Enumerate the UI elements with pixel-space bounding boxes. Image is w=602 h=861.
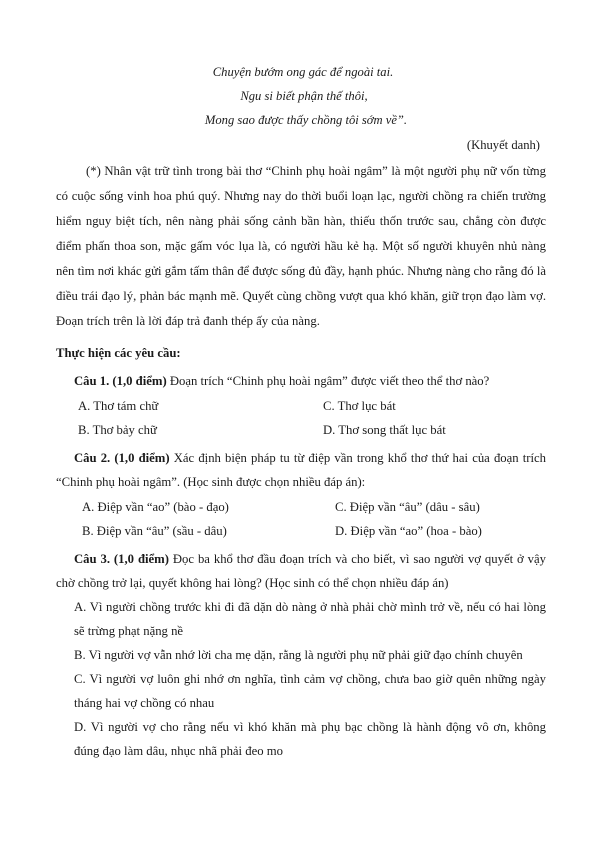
question-1-option-d[interactable]: D. Thơ song thất lục bát (323, 423, 446, 437)
question-2 (56, 446, 546, 494)
question-2-text: Xác định biện pháp tu từ điệp vần trong khổ thơ thứ hai của đoạn trích “Chinh phụ hoài ngâm”. (Học sinh được chọn nhiều đáp án): (56, 451, 547, 489)
question-1-label: Câu 1. (1,0 điểm) (74, 374, 167, 388)
question-3-option-d[interactable]: D. Vì người vợ cho rằng nếu vì khó khăn mà phụ bạc chồng là hành động vô ơn, không đúng đạo làm dâu, nhục nhã phải đeo mo (74, 720, 546, 758)
section-heading: Thực hiện các yêu cầu: (56, 346, 181, 360)
question-2-options (56, 495, 546, 543)
question-3-options (56, 595, 546, 763)
question-3 (56, 547, 546, 595)
question-3-text: Đọc ba khổ thơ đầu đoạn trích và cho biết, vì sao người vợ quyết ở vậy chờ chồng trở lại, quyết không hai lòng? (Học sinh có thể chọn nhiều đáp án) (56, 552, 546, 590)
question-3-option-c[interactable]: C. Vì người vợ luôn ghi nhớ ơn nghĩa, tình cảm vợ chồng, chưa bao giờ quên những ngày tháng hai vợ chồng có nhau (74, 672, 546, 710)
question-3-option-b[interactable]: B. Vì người vợ vẫn nhớ lời cha mẹ dặn, rằng là người phụ nữ phải giữ đạo chính chuyên (74, 648, 523, 662)
question-3-label: Câu 3. (1,0 điểm) (74, 552, 169, 566)
question-2-option-d[interactable]: D. Điệp vần “ao” (hoa - bào) (335, 524, 482, 538)
question-2-option-b[interactable]: B. Điệp vần “âu” (sầu - dâu) (82, 524, 227, 538)
question-1-options (56, 394, 546, 442)
poem-line: Chuyện bướm ong gác để ngoài tai. (212, 65, 394, 79)
poem-block (56, 60, 546, 132)
question-1-option-c[interactable]: C. Thơ lục bát (323, 399, 396, 413)
poem-line: Mong sao được thấy chồng tôi sớm về”. (204, 113, 408, 127)
question-2-label: Câu 2. (1,0 điểm) (74, 451, 170, 465)
question-1-text: Đoạn trích “Chinh phụ hoài ngâm” được viết theo thể thơ nào? (166, 374, 490, 388)
question-2-option-c[interactable]: C. Điệp vần “âu” (dâu - sâu) (335, 500, 480, 514)
poem-line: Ngu si biết phận thế thôi, (240, 89, 368, 103)
question-1-option-a[interactable]: A. Thơ tám chữ (78, 399, 159, 413)
question-3-option-a[interactable]: A. Vì người chồng trước khi đi đã dặn dò nàng ở nhà phải chờ mình trở về, nếu có hai lòng sẽ trừng phạt nặng nề (74, 600, 546, 638)
question-2-option-a[interactable]: A. Điệp vần “ao” (bào - đạo) (82, 500, 229, 514)
question-1-option-b[interactable]: B. Thơ bảy chữ (78, 423, 157, 437)
poem-attribution: (Khuyết danh) (466, 138, 540, 152)
question-1 (56, 369, 546, 393)
note-paragraph: (*) Nhân vật trữ tình trong bài thơ “Chinh phụ hoài ngâm” là một người phụ nữ vốn từng có cuộc sống vinh hoa phú quý. Nhưng nay do thời buổi loạn lạc, người chồng ra chiến trường hiểm nguy biệt tích, nên nàng phải sống cảnh bần hàn, thiếu thốn trước sau, chẳng còn được điểm phấn thoa son, mặc gấm vóc lụa là, có người hầu kẻ hạ. Một số người khuyên nhủ nàng nên tìm nơi khác gửi gắm tấm thân để được sống đủ đầy, hạnh phúc. Nhưng nàng cho rằng đó là điều trái đạo lý, phản bác mạnh mẽ. Quyết cùng chồng vượt qua khó khăn, giữ trọn đạo làm vợ. Đoạn trích trên là lời đáp trả đanh thép ấy của nàng. (56, 164, 546, 328)
